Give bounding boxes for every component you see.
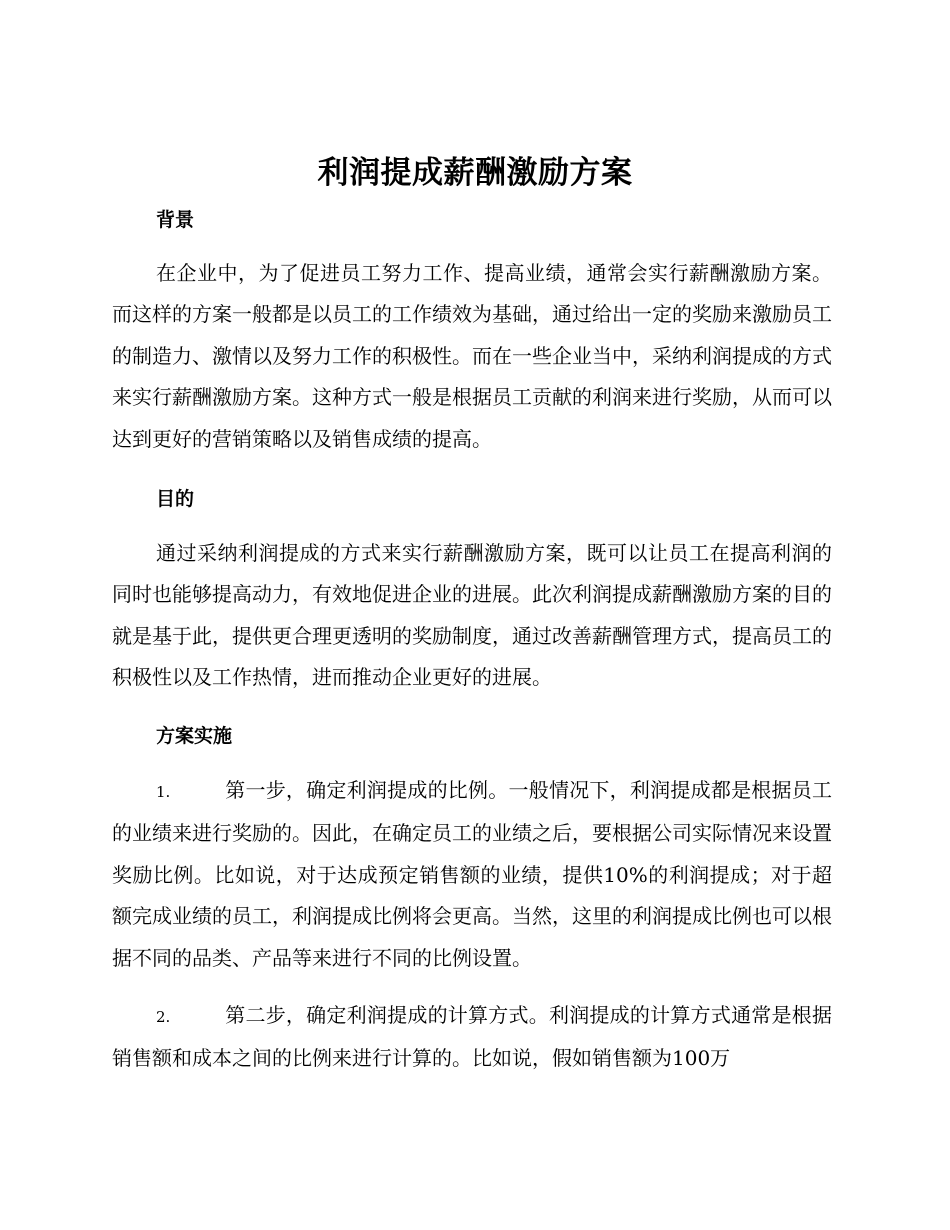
section-heading-background: 背景 bbox=[156, 209, 195, 231]
section-heading-implementation: 方案实施 bbox=[156, 725, 233, 747]
list-item bbox=[112, 770, 832, 979]
list-item-number: 2. bbox=[156, 1008, 171, 1026]
list-item-text: 第一步，确定利润提成的比例。一般情况下，利润提成都是根据员工的业绩来进行奖励的。因此，在确定员工的业绩之后，要根据公司实际情况来设置奖励比例。比如说，对于达成预定销售额的业绩，提供10%的利润提成；对于超额完成业绩的员工，利润提成比例将会更高。当然，这里的利润提成比例也可以根据不同的品类、产品等来进行不同的比例设置。 bbox=[112, 778, 832, 970]
list-item bbox=[112, 995, 832, 1080]
list-item-text: 第二步，确定利润提成的计算方式。利润提成的计算方式通常是根据销售额和成本之间的比例来进行计算的。比如说，假如销售额为100万 bbox=[112, 1003, 832, 1071]
section-paragraph-purpose: 通过采纳利润提成的方式来实行薪酬激励方案，既可以让员工在提高利润的同时也能够提高动力，有效地促进企业的进展。此次利润提成薪酬激励方案的目的就是基于此，提供更合理更透明的奖励制度，通过改善薪酬管理方式，提高员工的积极性以及工作热情，进而推动企业更好的进展。 bbox=[112, 541, 832, 690]
document-title: 利润提成薪酬激励方案 bbox=[317, 155, 633, 191]
section-heading-purpose: 目的 bbox=[156, 488, 195, 510]
section-paragraph-background: 在企业中，为了促进员工努力工作、提高业绩，通常会实行薪酬激励方案。而这样的方案一般都是以员工的工作绩效为基础，通过给出一定的奖励来激励员工的制造力、激情以及努力工作的积极性。而在一些企业当中，采纳利润提成的方式来实行薪酬激励方案。这种方式一般是根据员工贡献的利润来进行奖励，从而可以达到更好的营销策略以及销售成绩的提高。 bbox=[112, 261, 832, 451]
list-item-number: 1. bbox=[156, 783, 171, 801]
